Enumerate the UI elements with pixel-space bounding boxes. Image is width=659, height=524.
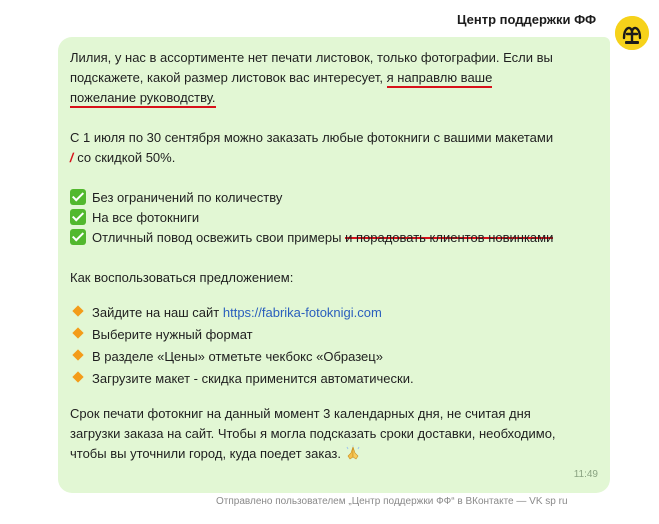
- para3-line1: Срок печати фотокниг на данный момент 3 календарных дня, не считая дня: [70, 406, 531, 421]
- spacer: [70, 390, 610, 404]
- para1-line1: Лилия, у нас в ассортименте нет печати листовок, только фотографии. Если вы: [70, 50, 553, 65]
- check-item: [70, 228, 610, 248]
- orange-diamond-icon: [72, 349, 83, 360]
- step-item: [70, 346, 610, 368]
- avatar[interactable]: [615, 16, 649, 50]
- step-item: [70, 302, 610, 324]
- avatar-logo-icon: [615, 16, 649, 50]
- step-item: [70, 324, 610, 346]
- check-item: [70, 208, 610, 228]
- step-item: [70, 368, 610, 390]
- footer-attribution: Отправлено пользователем „Центр поддержки ФФ“ в ВКонтакте — VK sp ru: [216, 496, 568, 507]
- check-mark-icon: [70, 189, 86, 205]
- para3-line2: загрузки заказа на сайт. Чтобы я могла подсказать сроки доставки, необходимо,: [70, 426, 556, 441]
- site-link[interactable]: https://fabrika-fotoknigi.com: [222, 305, 382, 320]
- spacer: [70, 248, 610, 268]
- para1-line2-annotated: я направлю ваше: [387, 70, 493, 88]
- spacer: [70, 108, 610, 128]
- para2-line2: со скидкой 50%.: [73, 150, 176, 165]
- check-item-text: На все фотокниги: [92, 210, 200, 225]
- struck-text: и порадовать клиентов новинками: [345, 230, 554, 245]
- para2-line1: С 1 июля по 30 сентября можно заказать любые фотокниги с вашими макетами: [70, 130, 554, 145]
- how-title: Как воспользоваться предложением:: [70, 270, 294, 285]
- check-item: [70, 188, 610, 208]
- para3-line3: чтобы вы уточнили город, куда поедет заказ.: [70, 446, 341, 461]
- check-mark-icon: [70, 209, 86, 225]
- para1-line3-wrap: [70, 88, 610, 108]
- step-text: Выберите нужный формат: [92, 327, 253, 342]
- sender-name[interactable]: Центр поддержки ФФ: [457, 12, 597, 27]
- step-text: Зайдите на наш сайт: [92, 305, 223, 320]
- orange-diamond-icon: [72, 327, 83, 338]
- spacer: [70, 288, 610, 302]
- para3-line3-wrap: [70, 444, 610, 464]
- check-item-text: Без ограничений по количеству: [92, 190, 283, 205]
- orange-diamond-icon: [72, 305, 83, 316]
- check-mark-icon: [70, 229, 86, 245]
- para1-line2: [70, 68, 610, 88]
- folded-hands-icon: [345, 445, 361, 461]
- message-time: 11:49: [573, 469, 598, 480]
- orange-diamond-icon: [72, 371, 83, 382]
- para2-line2-wrap: [70, 148, 610, 168]
- check-item-text: Отличный повод освежить свои примеры: [92, 230, 346, 245]
- step-text: В разделе «Цены» отметьте чекбокс «Образец»: [92, 349, 383, 364]
- spacer: [70, 168, 610, 188]
- message-bubble: [58, 37, 610, 493]
- para1-line2-start: подскажете, какой размер листовок вас интересует,: [70, 70, 387, 85]
- red-slash-annotation: /: [68, 150, 76, 165]
- para1-line3: пожелание руководству.: [70, 90, 216, 108]
- step-text: Загрузите макет - скидка применится автоматически.: [92, 371, 414, 386]
